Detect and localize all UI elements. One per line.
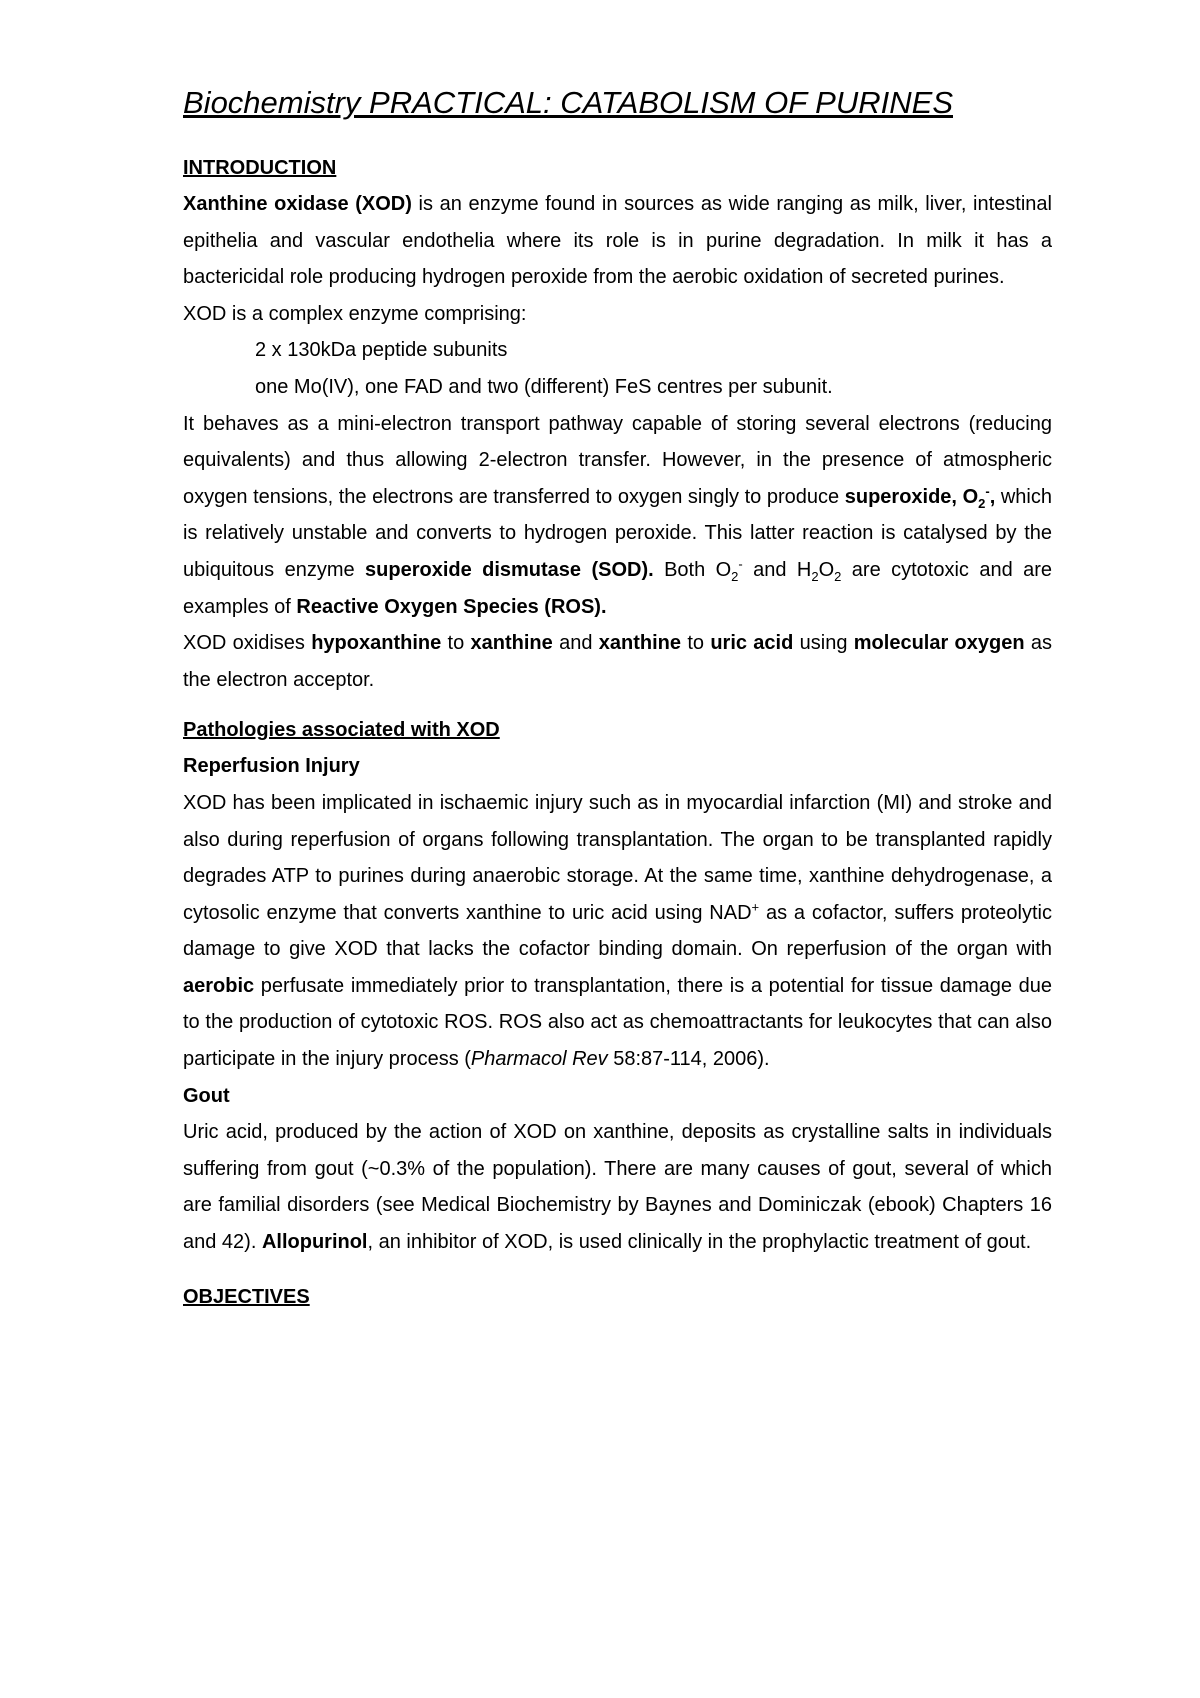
reperfusion-paragraph: XOD has been implicated in ischaemic injury such as in myocardial infarction (MI) and stroke and also during reperfusion of organs following transplantation. The organ to be transplanted rapidly degrades ATP to purines during anaerobic storage. At the same time, xanthine dehydrogenase, a cytosolic enzyme that converts xanthine to uric acid using NAD+ as a cofactor, suffers proteolytic damage to give XOD that lacks the cofactor binding domain. On reperfusion of the organ with aerobic perfusate immediately prior to transplantation, there is a potential for tissue damage due to the production of cytotoxic ROS. ROS also act as chemoattractants for leukocytes that can also participate in the injury process (Pharmacol Rev 58:87-114, 2006). [183, 791, 1052, 1071]
list-item-centres: one Mo(IV), one FAD and two (different) FeS centres per subunit. [255, 375, 833, 398]
intro-paragraph-2: XOD is a complex enzyme comprising: [183, 302, 527, 325]
term-sod: superoxide dismutase (SOD). [365, 558, 654, 581]
intro-paragraph-1: Xanthine oxidase (XOD) is an enzyme found in sources as wide ranging as milk, liver, intestinal epithelia and vascular endothelia where its role is in purine degradation. In milk it has a bactericidal role producing hydrogen peroxide from the aerobic oxidation of secreted purines. [183, 193, 1052, 289]
term-xanthine-oxidase: Xanthine oxidase (XOD) [183, 193, 412, 215]
reperfusion-heading: Reperfusion Injury [183, 755, 360, 778]
intro-paragraph-3: It behaves as a mini-electron transport pathway capable of storing several electrons (reducing equivalents) and thus allowing 2-electron transfer. However, in the presence of atmospheric oxygen tensions, the electrons are transferred to oxygen singly to produce superoxide, $O_2^-$, which is relatively unstable and converts to hydrogen peroxide. This latter reaction is catalysed by the ubiquitous enzyme superoxide dismutase (SOD). Both $O_2^-$ and $H_2O_2$ are cytotoxic and are examples of Reactive Oxygen Species (ROS). [183, 412, 1052, 618]
list-item-subunits: 2 x 130kDa peptide subunits [255, 339, 508, 362]
pathologies-heading: Pathologies associated with XOD [183, 719, 500, 742]
introduction-heading: INTRODUCTION [183, 157, 337, 179]
document-title: Biochemistry PRACTICAL: CATABOLISM OF PURINES [183, 85, 953, 120]
gout-heading: Gout [183, 1084, 230, 1107]
term-superoxide: superoxide, $O_2^-$, [844, 483, 996, 511]
objectives-heading: OBJECTIVES [183, 1285, 310, 1308]
gout-paragraph: Uric acid, produced by the action of XOD on xanthine, deposits as crystalline salts in individuals suffering from gout (~0.3% of the population). There are many causes of gout, several of which are familial disorders (see Medical Biochemistry by Baynes and Dominiczak (ebook) Chapters 16 and 42). Allopurinol, an inhibitor of XOD, is used clinically in the prophylactic treatment of gout. [183, 1121, 1052, 1254]
intro-paragraph-4: XOD oxidises hypoxanthine to xanthine and xanthine to uric acid using molecular oxygen as the electron acceptor. [183, 632, 1053, 691]
term-ros: Reactive Oxygen Species (ROS). [296, 595, 607, 618]
